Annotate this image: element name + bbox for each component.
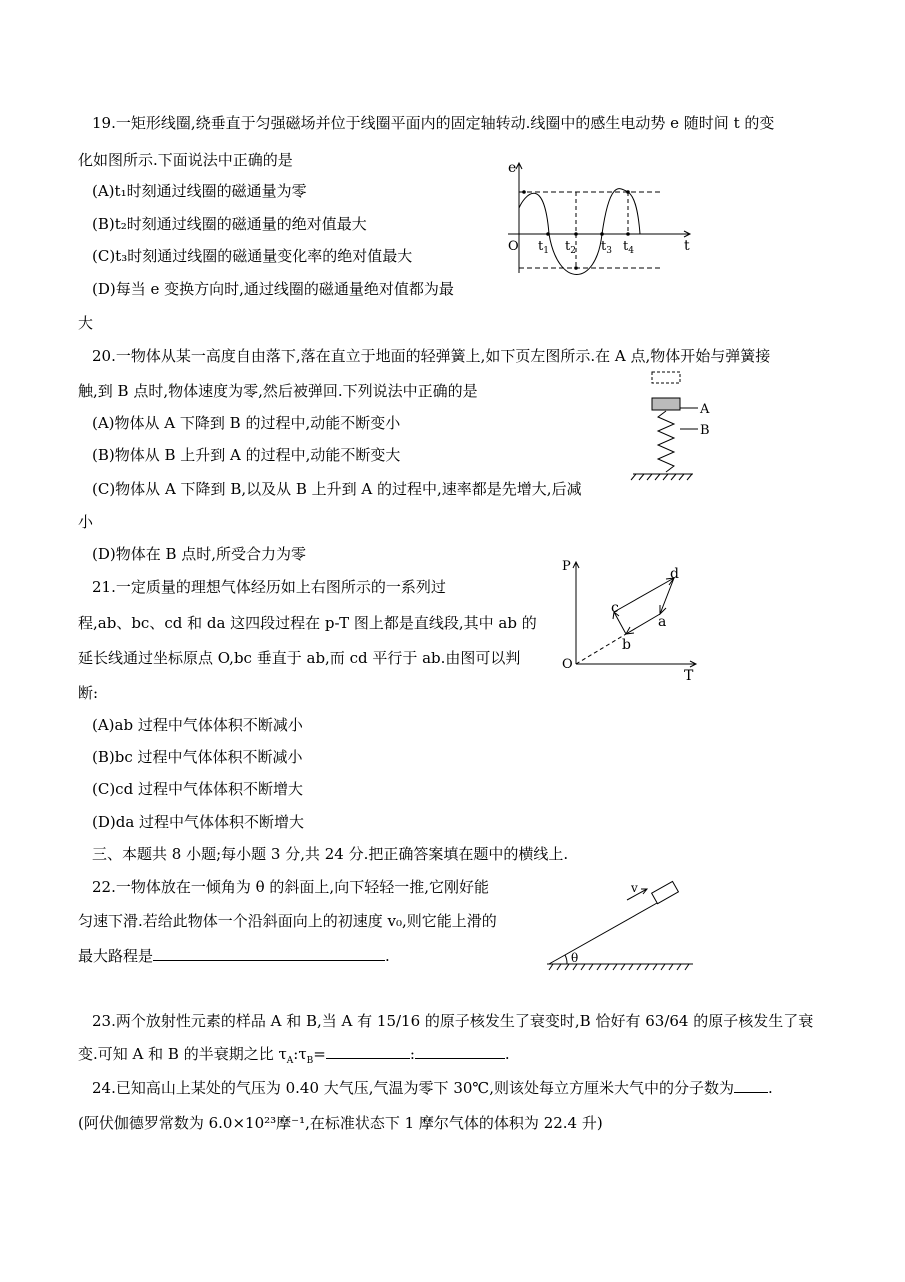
point-d-label: d: [670, 566, 679, 582]
segment-da: [660, 578, 674, 614]
q21-pt-graph: [558, 556, 703, 684]
q23-answer-blank-a[interactable]: [326, 1044, 410, 1059]
q21-stem-line4: 断:: [78, 684, 99, 702]
spring: [658, 411, 674, 472]
segment-cd: [614, 578, 674, 612]
t-axis-label: t: [684, 238, 690, 254]
angle-arc: [565, 955, 567, 964]
q20-option-d: (D)物体在 B 点时,所受合力为零: [92, 545, 307, 563]
q20-option-c-cont: 小: [78, 513, 94, 531]
q21-option-b: (B)bc 过程中气体体积不断减小: [92, 748, 303, 766]
extension-line: [576, 634, 626, 664]
q20-option-b: (B)物体从 B 上升到 A 的过程中,动能不断变大: [92, 446, 401, 464]
t-axis-label: T: [684, 668, 694, 684]
q23-answer-blank-b[interactable]: [415, 1044, 505, 1059]
q22-incline-figure: [543, 872, 698, 972]
q19-emf-graph: [500, 158, 700, 278]
q19-option-b: (B)t₂时刻通过线圈的磁通量的绝对值最大: [92, 215, 367, 233]
v-label: v: [631, 881, 638, 895]
e-axis-label: e: [508, 160, 517, 176]
q23-stem-line1: 23.两个放射性元素的样品 A 和 B,当 A 有 15/16 的原子核发生了衰变时,B 恰好有 63/64 的原子核发生了衰: [92, 1012, 814, 1030]
q19-stem-line1: 19.一矩形线圈,绕垂直于匀强磁场并位于线圈平面内的固定轴转动.线圈中的感生电动势 e 随时间 t 的变: [92, 114, 775, 132]
p-axis-label: P: [562, 559, 571, 574]
q19-option-d-cont: 大: [78, 314, 94, 332]
q22-stem-line3: 最大路程是 .: [78, 947, 390, 965]
initial-position-box: [652, 372, 680, 383]
q21-option-a: (A)ab 过程中气体体积不断减小: [92, 716, 303, 734]
point-b-label: B: [700, 423, 710, 438]
q24-stem-line1: 24.已知高山上某处的气压为 0.40 大气压,气温为零下 30℃,则该处每立方厘米大气中的分子数为 .: [92, 1079, 773, 1097]
q20-stem-line1: 20.一物体从某一高度自由落下,落在直立于地面的轻弹簧上,如下页左图所示.在 A 点,物体开始与弹簧接: [92, 347, 771, 365]
q22-answer-blank[interactable]: [153, 946, 385, 961]
falling-block: [652, 398, 680, 410]
q22-stem-line2: 匀速下滑.若给此物体一个沿斜面向上的初速度 v₀,则它能上滑的: [78, 912, 497, 930]
point-a-label: a: [658, 614, 667, 630]
point-c-label: c: [611, 600, 619, 616]
q24-answer-blank[interactable]: [734, 1078, 768, 1093]
origin-label: O: [508, 239, 519, 254]
t3-label: $t_3$: [601, 239, 612, 256]
section-3-heading: 三、本题共 8 小题;每小题 3 分,共 24 分.把正确答案填在题中的横线上.: [92, 845, 569, 863]
q21-stem-line3: 延长线通过坐标原点 O,bc 垂直于 ab,而 cd 平行于 ab.由图可以判: [78, 649, 521, 667]
q21-option-c: (C)cd 过程中气体体积不断增大: [92, 780, 303, 798]
q22-stem-line1: 22.一物体放在一倾角为 θ 的斜面上,向下轻轻一推,它刚好能: [92, 878, 489, 896]
q21-option-d: (D)da 过程中气体体积不断增大: [92, 813, 305, 831]
theta-label: θ: [571, 951, 579, 965]
q21-stem-line1: 21.一定质量的理想气体经历如上右图所示的一系列过: [92, 578, 446, 596]
incline-surface: [549, 894, 673, 964]
q19-option-d: (D)每当 e 变换方向时,通过线圈的磁通量绝对值都为最: [92, 280, 454, 298]
q19-option-c: (C)t₃时刻通过线圈的磁通量变化率的绝对值最大: [92, 247, 413, 265]
q20-spring-figure: [630, 368, 720, 483]
q20-option-a: (A)物体从 A 下降到 B 的过程中,动能不断变小: [92, 414, 401, 432]
q22-prompt: 最大路程是: [78, 947, 154, 965]
point-a-label: A: [700, 402, 710, 417]
q21-stem-line2: 程,ab、bc、cd 和 da 这四段过程在 p-T 图上都是直线段,其中 ab 的: [78, 614, 537, 632]
q20-option-c: (C)物体从 A 下降到 B,以及从 B 上升到 A 的过程中,速率都是先增大,后减: [92, 480, 582, 498]
t4-label: $t_4$: [623, 239, 634, 256]
origin-label: O: [562, 657, 573, 672]
block: [652, 881, 679, 903]
q20-stem-line2: 触,到 B 点时,物体速度为零,然后被弹回.下列说法中正确的是: [78, 382, 478, 400]
segment-ab: [626, 614, 660, 634]
emf-curve: [519, 189, 640, 275]
q19-option-a: (A)t₁时刻通过线圈的磁通量为零: [92, 182, 307, 200]
t2-label: $t_2$: [565, 239, 576, 256]
q24-note: (阿伏伽德罗常数为 6.0×10²³摩⁻¹,在标准状态下 1 摩尔气体的体积为 22.4 升): [78, 1114, 603, 1132]
q23-stem-line2: 变.可知 A 和 B 的半衰期之比 $\tau_A:\tau_B=$ : .: [78, 1045, 510, 1066]
t1-label: $t_1$: [538, 239, 549, 256]
point-b-label: b: [622, 637, 631, 653]
q19-stem-line2: 化如图所示.下面说法中正确的是: [78, 151, 293, 169]
